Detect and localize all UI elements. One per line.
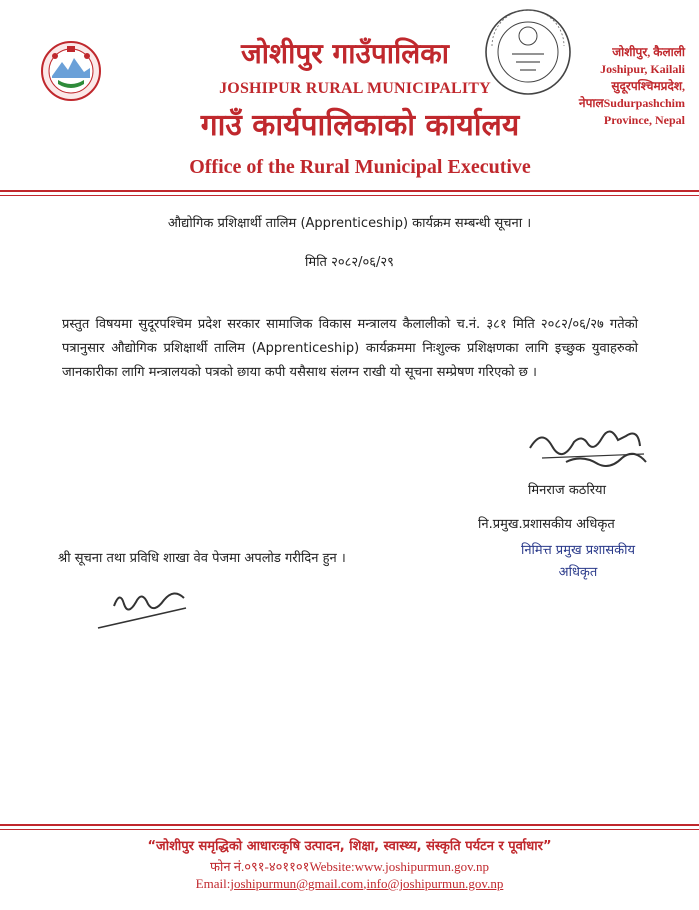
signer-name: मिनराज कठरिया — [528, 483, 606, 498]
upload-instruction: श्री सूचना तथा प्रविधि शाखा वेव पेजमा अपलोड गरीदिन हुन । — [58, 551, 346, 566]
footer-email — [0, 876, 699, 892]
municipality-title-english: JOSHIPUR RURAL MUNICIPALITY — [219, 80, 491, 97]
initial-signature — [94, 578, 194, 634]
footer-phone: फोन नं.०९१-४०११०१ — [209, 859, 310, 874]
address-line-5: Province, Nepal — [603, 113, 685, 127]
footer-contact — [0, 857, 699, 875]
footer-divider-top — [0, 824, 699, 826]
address-line-4: नेपालSudurpashchim — [578, 96, 685, 110]
footer-email-label: Email: — [195, 876, 231, 891]
footer-divider-bottom — [0, 829, 699, 830]
government-emblem-logo — [40, 40, 102, 102]
office-title-nepali: गाउँ कार्यपालिकाको कार्यालय — [200, 108, 520, 143]
header-divider-bottom — [0, 195, 699, 196]
notice-subject: औद्योगिक प्रशिक्षार्थी तालिम (Apprenticeship) कार्यक्रम सम्बन्धी सूचना । — [167, 216, 532, 231]
office-address — [545, 44, 685, 129]
designation-stamp — [498, 540, 658, 584]
footer-website[interactable]: Website:www.joshipurmun.gov.np — [309, 859, 490, 874]
signer-title: नि.प्रमुख.प्रशासकीय अधिकृत — [478, 517, 615, 532]
footer-email-link-1[interactable]: joshipurmun@gmail.com — [230, 876, 364, 891]
notice-body: प्रस्तुत विषयमा सुदूरपश्चिम प्रदेश सरकार सामाजिक विकास मन्त्रालय कैलालीको च.नं. ३८१ मिति २०८२/०६/२७ गतेको पत्रानुसार औद्योगिक प्रशिक्षार्थी तालिम (Apprenticeship) कार्यक्रममा निःशुल्क प्रशिक्षणका लागि इच्छुक युवाहरुको जानकारीका लागि मन्त्रालयको पत्रको छाया कपी यसैसाथ संलग्न राखी यो सूचना सम्प्रेषण गरिएको छ । — [62, 317, 638, 380]
footer-email-separator: , — [363, 876, 367, 891]
address-line-1: जोशीपुर, कैलाली — [612, 45, 685, 59]
office-title-english: Office of the Rural Municipal Executive — [189, 156, 531, 178]
header-divider-top — [0, 190, 699, 192]
footer-email-link-2[interactable]: info@joshipurmun.gov.np — [366, 876, 504, 891]
footer-motto: “जोशीपुर समृद्धिको आधारःकृषि उत्पादन, शिक्षा, स्वास्थ्य, संस्कृति पर्यटन र पूर्वाधार” — [147, 839, 552, 854]
designation-stamp-line-2: अधिकृत — [558, 565, 598, 580]
designation-stamp-line-1: निमित्त प्रमुख प्रशासकीय — [520, 543, 636, 558]
address-line-2: Joshipur, Kailali — [600, 62, 685, 76]
address-line-3: सुदूरपश्चिमप्रदेश, — [611, 79, 685, 93]
municipality-title-nepali: जोशीपुर गाउँपालिका — [241, 37, 449, 70]
notice-date: मिति २०८२/०६/२९ — [305, 255, 394, 270]
officer-signature — [522, 418, 657, 486]
